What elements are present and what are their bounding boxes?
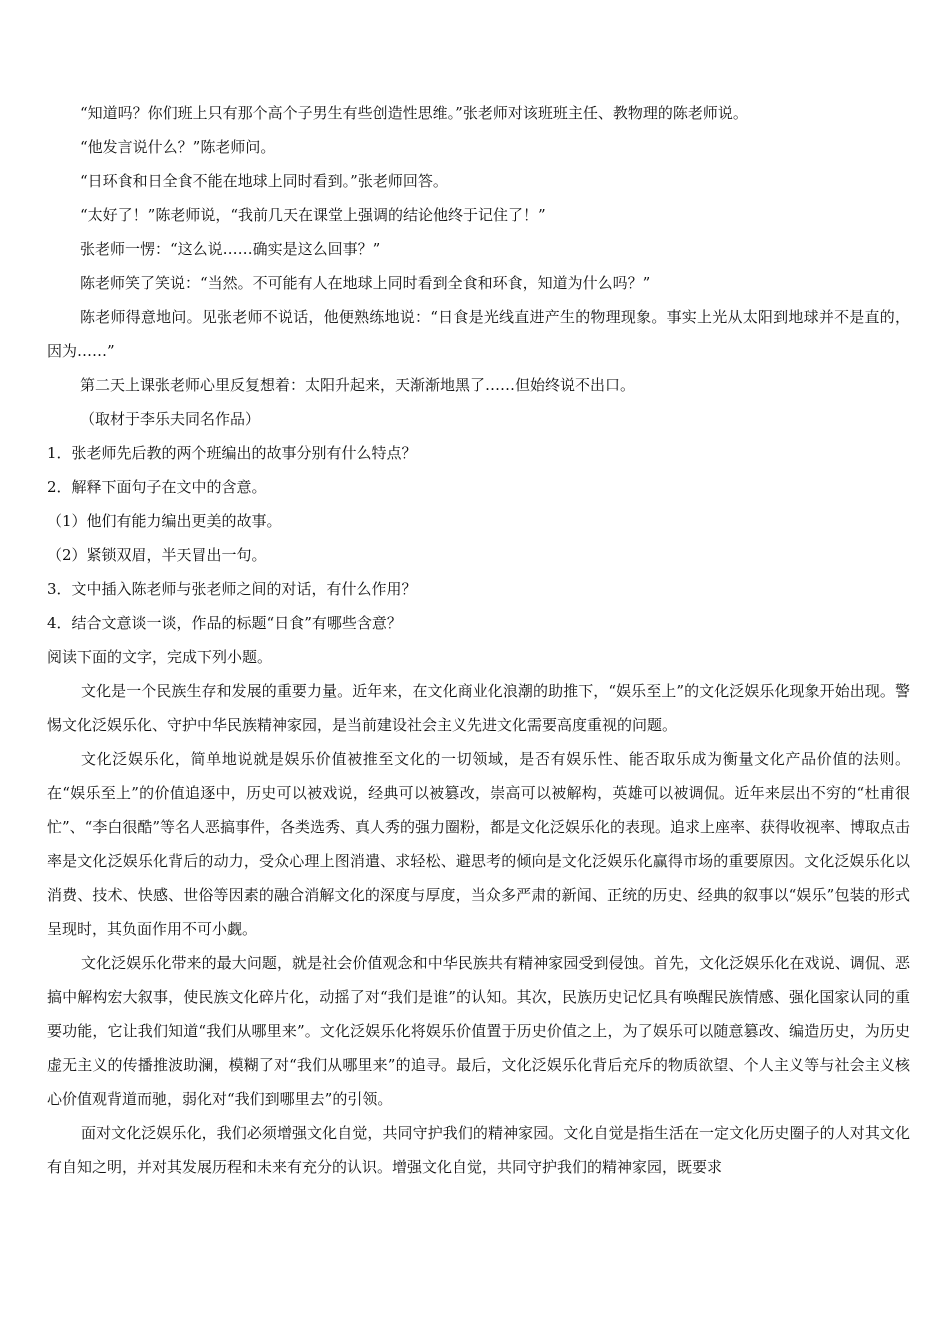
story-paragraph: 陈老师笑了笑说：“当然。不可能有人在地球上同时看到全食和环食，知道为什么吗？” [80, 274, 651, 292]
essay-paragraph: 文化泛娱乐化，简单地说就是娱乐价值被推至文化的一切领域，是否有娱乐性、能否取乐成为衡量文化产品价值的法则。在“娱乐至上”的价值追逐中，历史可以被戏说，经典可以被篡改，崇高可以被解构，英雄可以被调侃。近年来层出不穷的“杜甫很忙”、“李白很酷”等名人恶搞事件，各类选秀、真人秀的强力圈粉，都是文化泛娱乐化的表现。追求上座率、获得收视率、博取点击率是文化泛娱乐化背后的动力，受众心理上图消遣、求轻松、避思考的倾向是文化泛娱乐化赢得市场的重要原因。文化泛娱乐化以消费、技术、快感、世俗等因素的融合消解文化的深度与厚度，当众多严肃的新闻、正统的历史、经典的叙事以“娱乐”包装的形式呈现时，其负面作用不可小觑。 [47, 750, 911, 938]
essay-paragraph: 面对文化泛娱乐化，我们必须增强文化自觉，共同守护我们的精神家园。文化自觉是指生活在一定文化历史圈子的人对其文化有自知之明，并对其发展历程和未来有充分的认识。增强文化自觉，共同守护我们的精神家园，既要求 [47, 1124, 910, 1176]
essay-excerpt [47, 674, 910, 1184]
question-item: 2．解释下面句子在文中的含意。 [47, 478, 267, 496]
story-paragraph: “太好了！”陈老师说，“我前几天在课堂上强调的结论他终于记住了！” [80, 206, 546, 224]
story-excerpt [47, 96, 910, 436]
question-item: （1）他们有能力编出更美的故事。 [47, 512, 282, 530]
question-list [47, 436, 910, 640]
question-item: 3．文中插入陈老师与张老师之间的对话，有什么作用？ [47, 580, 417, 598]
story-paragraph: 第二天上课张老师心里反复想着：太阳升起来，天渐渐地黑了……但始终说不出口。 [80, 376, 636, 394]
source-note: （取材于李乐夫同名作品） [80, 410, 261, 428]
story-paragraph: 陈老师得意地问。见张老师不说话，他便熟练地说：“日食是光线直进产生的物理现象。事实上光从太阳到地球并不是直的，因为……” [47, 308, 910, 360]
question-item: （2）紧锁双眉，半天冒出一句。 [47, 546, 267, 564]
question-item: 1．张老师先后教的两个班编出的故事分别有什么特点？ [47, 444, 417, 462]
story-paragraph: “日环食和日全食不能在地球上同时看到。”张老师回答。 [80, 172, 448, 190]
story-paragraph: “他发言说什么？”陈老师问。 [80, 138, 276, 156]
reading-instruction: 阅读下面的文字，完成下列小题。 [47, 648, 273, 666]
story-paragraph: “知道吗？你们班上只有那个高个子男生有些创造性思维。”张老师对该班班主任、教物理的陈老师说。 [80, 104, 748, 122]
essay-paragraph: 文化泛娱乐化带来的最大问题，就是社会价值观念和中华民族共有精神家园受到侵蚀。首先，文化泛娱乐化在戏说、调侃、恶搞中解构宏大叙事，使民族文化碎片化，动摇了对“我们是谁”的认知。其次，民族历史记忆具有唤醒民族情感、强化国家认同的重要功能，它让我们知道“我们从哪里来”。文化泛娱乐化将娱乐价值置于历史价值之上，为了娱乐可以随意篡改、编造历史，为历史虚无主义的传播推波助澜，模糊了对“我们从哪里来”的追寻。最后，文化泛娱乐化背后充斥的物质欲望、个人主义等与社会主义核心价值观背道而驰，弱化对“我们到哪里去”的引领。 [47, 954, 910, 1108]
essay-paragraph: 文化是一个民族生存和发展的重要力量。近年来，在文化商业化浪潮的助推下，“娱乐至上”的文化泛娱乐化现象开始出现。警惕文化泛娱乐化、守护中华民族精神家园，是当前建设社会主义先进文化需要高度重视的问题。 [47, 682, 910, 734]
question-item: 4．结合文意谈一谈，作品的标题“日食”有哪些含意？ [47, 614, 402, 632]
story-paragraph: 张老师一愣：“这么说……确实是这么回事？” [80, 240, 381, 258]
